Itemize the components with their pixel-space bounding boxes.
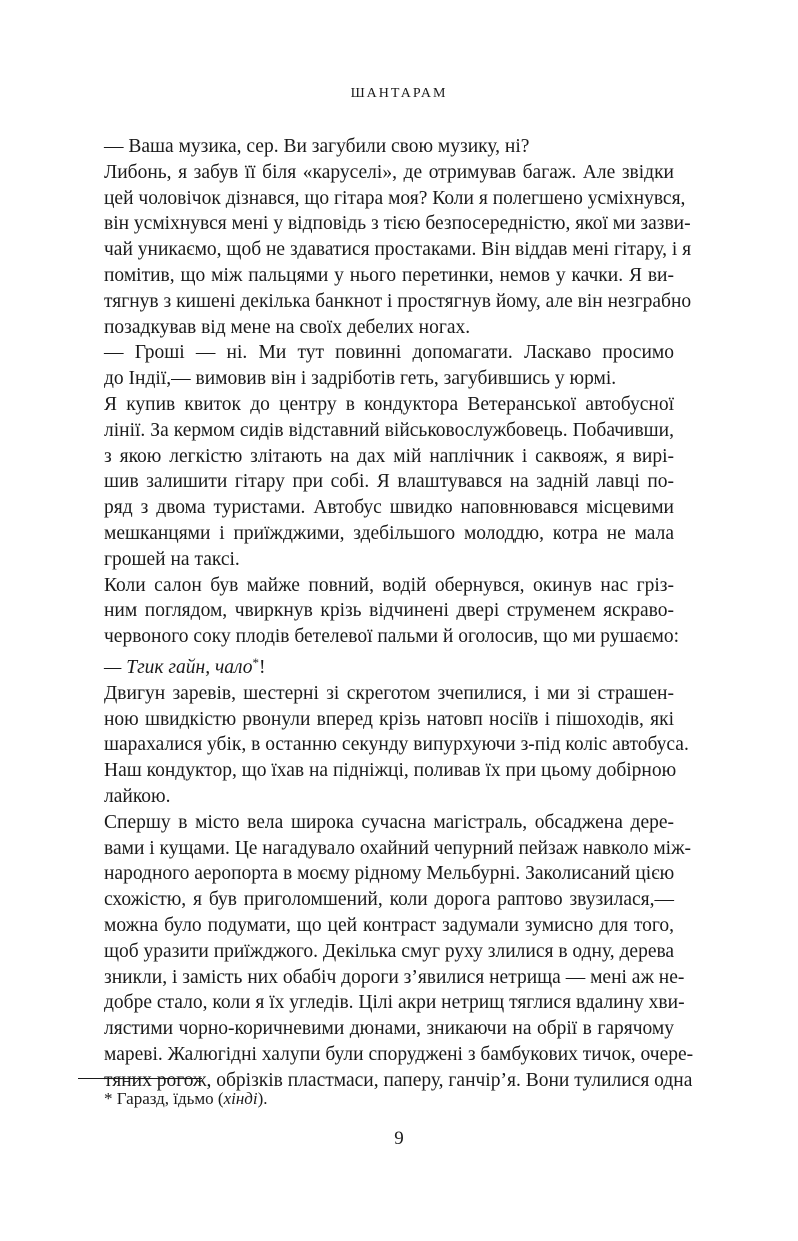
text-line: грошей на таксі.: [104, 548, 240, 570]
paragraph: [78, 681, 689, 810]
text-line: тяних рогож, обрізків пластмаси, паперу, ганчір’я. Вони тулилися одна: [104, 1069, 693, 1091]
dialogue-line: [78, 650, 674, 681]
text-line: зникли, і замість них обабіч дороги з’явилися нетрища — мені аж не-: [104, 966, 685, 988]
page-number: 9: [394, 1128, 404, 1149]
text-line: народного аеропорта в моєму рідному Мельбурні. Заколисаний цією: [104, 863, 675, 885]
running-head: ШАНТАРАМ: [350, 86, 448, 101]
text-line: Наш кондуктор, що їхав на підніжці, поливав їх при цьому добірною: [104, 760, 677, 782]
footnote: [104, 1088, 268, 1110]
footnote-divider: [78, 1078, 202, 1079]
text-line: мареві. Жалюгідні халупи були споруджені з бамбукових тичок, очере-: [104, 1043, 694, 1065]
text-line: — Ваша музика, сер. Ви загубили свою музику, ні?: [104, 136, 530, 157]
paragraph: [78, 573, 680, 650]
exclamation: !: [259, 656, 266, 678]
text-line: шив залишити гітару при собі. Я влаштувався на задній лавці по-: [104, 471, 674, 493]
text-line: червоного соку плодів бетелевої пальми й оголосив, що ми рушаємо:: [104, 626, 680, 648]
text-line: чай уникаємо, щоб не здаватися простаками. Він віддав мені гітару, і я: [104, 239, 692, 261]
text-line: шарахалися убік, в останню секунду випурхуючи з-під коліс автобуса.: [104, 734, 689, 756]
text-line: позадкував від мене на своїх дебелих ногах.: [104, 316, 471, 338]
text-line: Спершу в місто вела широка сучасна магістраль, обсаджена дере-: [104, 811, 674, 833]
footnote-language: хінді: [223, 1089, 258, 1108]
paragraph: [78, 810, 694, 1094]
text-line: ною швидкістю рвонули вперед крізь натовп носіїв і пішоходів, які: [104, 708, 674, 730]
text-line: — Гроші — ні. Ми тут повинні допомагати. Ласкаво просимо: [104, 342, 674, 364]
text-line: цей чоловічок дізнався, що гітара моя? Коли я полегшено усміхнувся,: [104, 187, 686, 209]
main-text: [78, 134, 694, 1093]
text-line: ряд з двома туристами. Автобус швидко наповнювався місцевими: [104, 497, 674, 519]
text-line: до Індії,— вимовив він і задріботів геть, загубившись у юрмі.: [104, 368, 617, 390]
footnote-close: ).: [257, 1089, 268, 1108]
text-line: щоб уразити приїжджого. Декілька смуг руху злилися в одну, дерева: [104, 940, 675, 962]
hindi-phrase: Тгик гайн, чало: [126, 656, 253, 678]
text-line: лястими чорно-коричневими дюнами, зникаючи на обрії в гарячому: [104, 1018, 674, 1040]
text-line: Коли салон був майже повний, водій обернувся, окинув нас грiз-: [104, 574, 674, 596]
text-line: тягнув з кишені декілька банкнот і простягнув йому, але він незграбно: [104, 290, 692, 312]
footnote-ref: *: [252, 654, 259, 670]
text-line: вами і кущами. Це нагадувало охайний чепурний пейзаж навколо між-: [104, 837, 692, 859]
text-line: схожістю, я був приголомшений, коли дорога раптово звузилася,—: [104, 889, 674, 911]
text-line: лінії. За кермом сидів відставний військовослужбовець. Побачивши,: [104, 419, 674, 441]
text-line: добре стало, коли я їх угледів. Цілі акри нетрищ тяглися вдалину хви-: [104, 992, 685, 1014]
text-line: він усміхнувся мені у відповідь з тією безпосередністю, якої ми зазви-: [104, 213, 691, 235]
text-line: з якою легкістю злітають на дах мій наплічник і саквояж, я вирі-: [104, 445, 674, 467]
text-line: мешканцями і приїжджими, здебільшого молоддю, котра не мала: [104, 522, 674, 544]
text-line: ним поглядом, чвиркнув крізь відчинені двері струменем яскраво-: [104, 600, 674, 622]
paragraph: [78, 134, 674, 160]
paragraph: [78, 392, 674, 573]
paragraph: [78, 160, 692, 341]
paragraph: [78, 340, 674, 392]
text-line: Двигун заревів, шестерні зі скреготом зчепилися, і ми зі страшен-: [104, 682, 674, 704]
text-line: можна було подумати, що цей контраст задумали зумисно для того,: [104, 914, 674, 936]
footnote-marker: *: [104, 1089, 113, 1108]
footnote-text: Гаразд, їдьмо (: [116, 1089, 224, 1108]
text-line: Либонь, я забув її біля «каруселі», де отримував багаж. Але звідки: [104, 161, 674, 183]
text-line: помітив, що між пальцями у нього перетинки, немов у качки. Я ви-: [104, 264, 674, 286]
dialogue-dash: —: [104, 656, 127, 678]
text-line: лайкою.: [104, 785, 171, 807]
text-line: Я купив квиток до центру в кондуктора Ветеранської автобусної: [104, 393, 674, 415]
